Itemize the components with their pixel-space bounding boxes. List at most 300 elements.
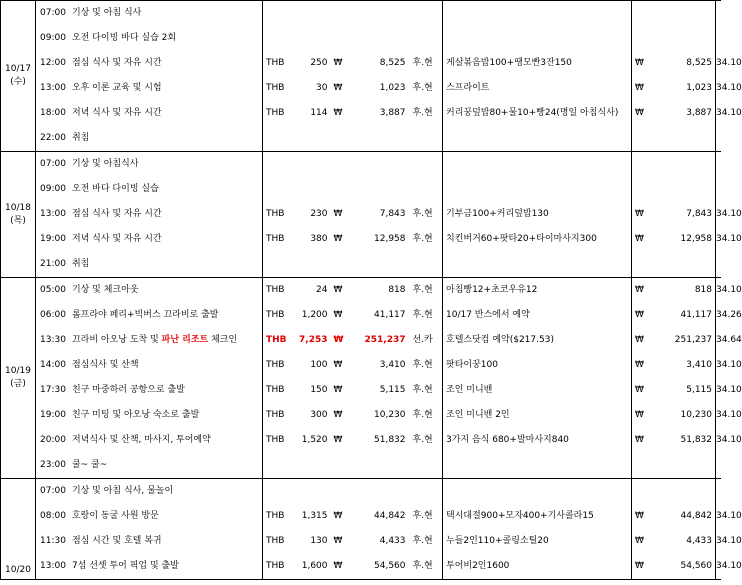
- activity-cell: [36, 529, 263, 554]
- krw-cell: [355, 453, 410, 479]
- note-cell: 팟타이꿍100: [443, 353, 632, 378]
- won-cell: ₩: [333, 83, 343, 93]
- pay-cell: 후.현: [410, 227, 443, 252]
- note-cell: 게살볶음밥100+땡모빤3잔150: [443, 51, 632, 76]
- activity-label: 저녁식사 및 산책, 마사지, 투어예약: [71, 435, 211, 445]
- krw-converted-cell: [662, 1, 716, 27]
- pay-cell: 후.현: [410, 403, 443, 428]
- table-row: [1, 76, 721, 101]
- currency-cell: THB: [266, 310, 285, 320]
- won-converted-cell: ₩: [635, 435, 644, 445]
- krw-converted-cell: 10,230: [662, 403, 716, 428]
- won-converted-cell: [632, 152, 662, 178]
- table-row: [1, 529, 721, 554]
- currency-cell: THB: [266, 58, 285, 68]
- krw-converted-cell: [662, 453, 716, 479]
- time-label: 11:30: [40, 536, 66, 546]
- time-label: 21:00: [40, 259, 66, 269]
- won-converted-cell: [632, 453, 662, 479]
- amount-cell: 1,200: [301, 310, 328, 320]
- activity-cell: [36, 428, 263, 453]
- activity-label: 쿨~ 쿨~: [71, 460, 108, 470]
- amount-cell: [297, 479, 331, 505]
- weekday-label: (수): [10, 77, 26, 87]
- date-cell: [1, 152, 36, 278]
- krw-converted-cell: 12,958: [662, 227, 716, 252]
- amount-cell: 1,520: [301, 435, 328, 445]
- won-converted-cell: ₩: [635, 234, 644, 244]
- krw-cell: 3,410: [379, 360, 406, 370]
- activity-label: 점심 식사 및 자유 시간: [71, 58, 162, 68]
- won-cell: ₩: [333, 209, 343, 219]
- date-cell: [1, 479, 36, 580]
- table-row: [1, 378, 721, 403]
- table-row: [1, 353, 721, 378]
- won-cell: [331, 1, 355, 27]
- amount-cell: [297, 453, 331, 479]
- activity-label: 친구 마중하러 공항으로 출발: [71, 385, 185, 395]
- won-converted-cell: ₩: [635, 310, 644, 320]
- table-row: [1, 504, 721, 529]
- krw-cell: [355, 126, 410, 152]
- note-cell: 조인 미니밴: [443, 378, 632, 403]
- amount-cell: 300: [310, 410, 328, 420]
- krw-converted-cell: 51,832: [662, 428, 716, 453]
- currency-cell: THB: [266, 435, 285, 445]
- pay-cell: 후.현: [410, 51, 443, 76]
- krw-converted-cell: 7,843: [662, 202, 716, 227]
- table-row: [1, 126, 721, 152]
- won-cell: [331, 177, 355, 202]
- note-cell: 스프라이트: [443, 76, 632, 101]
- exchange-rate-cell: 34.10: [716, 209, 742, 219]
- amount-cell: 24: [297, 278, 331, 304]
- time-label: 18:00: [40, 108, 66, 118]
- date-cell: [1, 278, 36, 479]
- pay-cell: [410, 26, 443, 51]
- activity-label: 7섬 선셋 투어 픽업 및 출발: [71, 561, 179, 571]
- table-row: [1, 51, 721, 76]
- date-label: 10/18: [5, 202, 31, 213]
- currency-cell: [263, 479, 297, 505]
- table-row: [1, 428, 721, 453]
- pay-cell: 후.현: [410, 428, 443, 453]
- won-cell: ₩: [333, 511, 343, 521]
- note-cell: 커리꿍덮밥80+물10+빵24(명일 아침식사): [443, 101, 632, 126]
- time-label: 23:00: [40, 460, 66, 470]
- krw-cell: 54,560: [355, 554, 410, 580]
- note-cell: [443, 177, 632, 202]
- won-converted-cell: ₩: [635, 360, 644, 370]
- won-cell: [331, 126, 355, 152]
- exchange-rate-cell: [716, 1, 721, 27]
- won-cell: ₩: [331, 278, 355, 304]
- pay-cell: 후.현: [410, 202, 443, 227]
- resort-name-highlight: 파난 리조트: [161, 335, 209, 345]
- time-label: 17:30: [40, 385, 66, 395]
- won-cell: ₩: [333, 385, 343, 395]
- table-row: [1, 303, 721, 328]
- weekday-label: (금): [10, 379, 26, 389]
- table-row: [1, 202, 721, 227]
- time-label: 05:00: [40, 285, 66, 295]
- won-converted-cell: ₩: [635, 83, 644, 93]
- activity-cell: [36, 177, 263, 202]
- currency-cell: THB: [266, 385, 285, 395]
- activity-cell: [36, 353, 263, 378]
- activity-label: 점심 시간 및 호텔 복귀: [71, 536, 162, 546]
- exchange-rate-cell: [716, 177, 721, 202]
- time-label: 08:00: [40, 511, 66, 521]
- exchange-rate-cell: 34.10: [716, 536, 742, 546]
- time-label: 22:00: [40, 133, 66, 143]
- activity-label: 점심식사 및 산책: [71, 360, 139, 370]
- activity-cell: [36, 403, 263, 428]
- won-converted-cell: ₩: [635, 536, 644, 546]
- activity-cell: [36, 126, 263, 152]
- won-converted-cell: [632, 1, 662, 27]
- time-label: 13:00: [40, 209, 66, 219]
- exchange-rate-cell: 34.64: [716, 335, 742, 345]
- time-label: 19:00: [40, 410, 66, 420]
- won-cell: [331, 479, 355, 505]
- won-converted-cell: ₩: [635, 108, 644, 118]
- table-row: [1, 453, 721, 479]
- pay-cell: [410, 126, 443, 152]
- krw-converted-cell: 1,023: [662, 76, 716, 101]
- pay-cell: [410, 252, 443, 278]
- pay-cell: 후.현: [410, 504, 443, 529]
- pay-cell: [410, 453, 443, 479]
- amount-cell: 100: [310, 360, 328, 370]
- activity-label: 롬프라야 페리+빅버스 끄라비로 출발: [71, 310, 219, 320]
- activity-label: 오전 바다 다이빙 실습: [71, 184, 159, 194]
- note-cell: [443, 26, 632, 51]
- note-cell: 호텔스닷컴 예약($217.53): [443, 328, 632, 353]
- amount-cell: 1,315: [301, 511, 328, 521]
- currency-cell: THB: [266, 360, 285, 370]
- note-cell: 조인 미니밴 2인: [443, 403, 632, 428]
- currency-cell: THB: [266, 234, 285, 244]
- won-cell: ₩: [333, 360, 343, 370]
- won-cell: ₩: [331, 554, 355, 580]
- exchange-rate-cell: [716, 479, 721, 505]
- amount-cell: 250: [310, 58, 328, 68]
- won-cell: [331, 152, 355, 178]
- activity-label: 취침: [71, 133, 90, 143]
- krw-cell: 251,237: [364, 335, 406, 345]
- currency-cell: [263, 177, 297, 202]
- activity-label: 친구 미팅 및 아오낭 숙소로 출발: [71, 410, 200, 420]
- amount-cell: 114: [310, 108, 328, 118]
- time-label: 06:00: [40, 310, 66, 320]
- table-row: [1, 479, 721, 505]
- time-label: 07:00: [40, 486, 66, 496]
- exchange-rate-cell: [716, 453, 721, 479]
- table-row: [1, 403, 721, 428]
- activity-label: 저녁 식사 및 자유 시간: [71, 234, 162, 244]
- activity-label: 점심 식사 및 자유 시간: [71, 209, 162, 219]
- won-converted-cell: ₩: [635, 58, 644, 68]
- table-row: [1, 227, 721, 252]
- amount-cell: [297, 26, 331, 51]
- pay-cell: [410, 479, 443, 505]
- krw-cell: [355, 26, 410, 51]
- activity-cell: [36, 378, 263, 403]
- amount-cell: [297, 1, 331, 27]
- won-cell: ₩: [333, 58, 343, 68]
- exchange-rate-cell: 34.10: [716, 385, 742, 395]
- amount-cell: 130: [310, 536, 328, 546]
- krw-converted-cell: 818: [662, 278, 716, 304]
- won-converted-cell: ₩: [632, 278, 662, 304]
- currency-cell: [263, 252, 297, 278]
- time-label: 13:00: [40, 561, 66, 571]
- amount-cell: [297, 177, 331, 202]
- activity-cell: [36, 479, 263, 505]
- exchange-rate-cell: 34.10: [716, 108, 742, 118]
- currency-cell: THB: [263, 554, 297, 580]
- krw-cell: 51,832: [374, 435, 406, 445]
- krw-cell: 8,525: [379, 58, 406, 68]
- krw-cell: [355, 152, 410, 178]
- time-label: 09:00: [40, 33, 66, 43]
- won-converted-cell: ₩: [635, 511, 644, 521]
- date-cell: [1, 1, 36, 152]
- table-row: [1, 328, 721, 353]
- note-cell: [443, 453, 632, 479]
- amount-cell: 1,600: [297, 554, 331, 580]
- exchange-rate-cell: 34.26: [716, 310, 742, 320]
- activity-label: 기상 및 체크아웃: [71, 285, 139, 295]
- won-converted-cell: ₩: [632, 554, 662, 580]
- won-cell: [331, 453, 355, 479]
- activity-cell: [36, 227, 263, 252]
- amount-cell: [297, 126, 331, 152]
- currency-cell: THB: [266, 410, 285, 420]
- amount-cell: 230: [310, 209, 328, 219]
- won-cell: ₩: [333, 536, 343, 546]
- activity-label: 끄라비 아오낭 도착 및: [71, 335, 162, 345]
- amount-cell: 380: [310, 234, 328, 244]
- won-converted-cell: [632, 252, 662, 278]
- krw-converted-cell: 41,117: [662, 303, 716, 328]
- note-cell: 투어비2인1600: [443, 554, 632, 580]
- krw-cell: 4,433: [379, 536, 406, 546]
- krw-cell: [355, 479, 410, 505]
- won-converted-cell: [632, 126, 662, 152]
- exchange-rate-cell: 34.10: [716, 410, 742, 420]
- time-label: 07:00: [40, 8, 66, 18]
- exchange-rate-cell: [716, 26, 721, 51]
- activity-cell: [36, 152, 263, 178]
- activity-label: 기상 및 아침식사: [71, 159, 139, 169]
- pay-cell: 후.현: [410, 76, 443, 101]
- activity-cell: [36, 101, 263, 126]
- time-label: 13:30: [40, 335, 66, 345]
- note-cell: 택시대절900+모자400+기사콜라15: [443, 504, 632, 529]
- activity-label: 오전 다이빙 바다 실습 2회: [71, 33, 177, 43]
- date-label: 10/17: [5, 64, 31, 74]
- activity-cell: [36, 202, 263, 227]
- krw-cell: 44,842: [374, 511, 406, 521]
- activity-label: 기상 및 아침 식사, 물놀이: [71, 486, 174, 496]
- krw-converted-cell: 44,842: [662, 504, 716, 529]
- won-converted-cell: [632, 177, 662, 202]
- note-cell: 10/17 반스에서 예약: [443, 303, 632, 328]
- krw-cell: [355, 177, 410, 202]
- date-label: 10/20: [5, 565, 31, 575]
- amount-cell: 7,253: [299, 335, 328, 345]
- currency-cell: THB: [266, 209, 285, 219]
- pay-cell: 선.카: [410, 328, 443, 353]
- time-label: 09:00: [40, 184, 66, 194]
- exchange-rate-cell: 34.10: [716, 511, 742, 521]
- time-label: 13:00: [40, 83, 66, 93]
- note-cell: [443, 479, 632, 505]
- activity-cell: [36, 51, 263, 76]
- exchange-rate-cell: [716, 252, 721, 278]
- activity-label: 취침: [71, 259, 90, 269]
- activity-cell: [36, 1, 263, 27]
- krw-cell: 12,958: [374, 234, 406, 244]
- currency-cell: [263, 453, 297, 479]
- pay-cell: 후.현: [410, 529, 443, 554]
- won-cell: ₩: [333, 410, 343, 420]
- krw-converted-cell: 251,237: [662, 328, 716, 353]
- activity-cell: [36, 278, 263, 304]
- won-converted-cell: ₩: [635, 410, 644, 420]
- currency-cell: THB: [266, 83, 285, 93]
- table-row: [1, 177, 721, 202]
- krw-converted-cell: [662, 252, 716, 278]
- exchange-rate-cell: 34.10: [716, 554, 721, 580]
- won-cell: ₩: [333, 310, 343, 320]
- activity-label: 호랑이 동굴 사원 방문: [71, 511, 159, 521]
- krw-converted-cell: 5,115: [662, 378, 716, 403]
- time-label: 19:00: [40, 234, 66, 244]
- krw-converted-cell: [662, 26, 716, 51]
- currency-cell: THB: [263, 278, 297, 304]
- activity-cell: [36, 303, 263, 328]
- krw-cell: 10,230: [374, 410, 406, 420]
- currency-cell: [263, 126, 297, 152]
- won-converted-cell: [632, 479, 662, 505]
- exchange-rate-cell: 34.10: [716, 435, 742, 445]
- krw-cell: [355, 252, 410, 278]
- note-cell: [443, 126, 632, 152]
- won-cell: ₩: [333, 435, 343, 445]
- won-cell: [331, 252, 355, 278]
- currency-cell: [263, 1, 297, 27]
- exchange-rate-cell: 34.10: [716, 58, 742, 68]
- currency-cell: THB: [266, 108, 285, 118]
- won-converted-cell: ₩: [635, 385, 644, 395]
- amount-cell: 150: [310, 385, 328, 395]
- amount-cell: 30: [316, 83, 328, 93]
- weekday-label: (목): [10, 215, 26, 226]
- note-cell: [443, 152, 632, 178]
- exchange-rate-cell: 34.10: [716, 83, 742, 93]
- krw-converted-cell: 54,560: [662, 554, 716, 580]
- amount-cell: [297, 152, 331, 178]
- exchange-rate-cell: 34.10: [716, 278, 721, 304]
- won-cell: ₩: [333, 234, 343, 244]
- krw-converted-cell: [662, 152, 716, 178]
- krw-cell: 7,843: [379, 209, 406, 219]
- table-row: [1, 152, 721, 178]
- pay-cell: 후.현: [410, 554, 443, 580]
- activity-cell: [36, 76, 263, 101]
- exchange-rate-cell: 34.10: [716, 360, 742, 370]
- date-label: 10/19: [5, 366, 31, 376]
- time-label: 12:00: [40, 58, 66, 68]
- activity-cell: [36, 26, 263, 51]
- won-converted-cell: ₩: [635, 335, 644, 345]
- note-cell: 누들2인110+콜링소틸20: [443, 529, 632, 554]
- time-label: 20:00: [40, 435, 66, 445]
- exchange-rate-cell: [716, 126, 721, 152]
- pay-cell: 후.현: [410, 101, 443, 126]
- won-cell: ₩: [333, 335, 344, 345]
- krw-converted-cell: [662, 177, 716, 202]
- activity-cell: [36, 504, 263, 529]
- currency-cell: [263, 26, 297, 51]
- table-row: [1, 278, 721, 304]
- currency-cell: THB: [266, 536, 285, 546]
- krw-converted-cell: 4,433: [662, 529, 716, 554]
- note-cell: 아침빵12+초코우유12: [443, 278, 632, 304]
- pay-cell: [410, 152, 443, 178]
- pay-cell: 후.현: [410, 278, 443, 304]
- note-cell: [443, 252, 632, 278]
- activity-tail: 체크인: [208, 335, 238, 345]
- currency-cell: THB: [266, 511, 285, 521]
- krw-cell: 818: [355, 278, 410, 304]
- table-row: [1, 252, 721, 278]
- won-converted-cell: ₩: [635, 209, 644, 219]
- activity-cell: [36, 554, 263, 580]
- pay-cell: [410, 177, 443, 202]
- time-label: 07:00: [40, 159, 66, 169]
- pay-cell: 후.현: [410, 353, 443, 378]
- exchange-rate-cell: 34.10: [716, 234, 742, 244]
- table-row: [1, 26, 721, 51]
- krw-cell: 5,115: [379, 385, 406, 395]
- pay-cell: 후.현: [410, 303, 443, 328]
- krw-cell: 1,023: [379, 83, 406, 93]
- currency-cell: [263, 152, 297, 178]
- amount-cell: [297, 252, 331, 278]
- table-row: [1, 1, 721, 27]
- note-cell: [443, 1, 632, 27]
- won-cell: ₩: [333, 108, 343, 118]
- note-cell: 치킨버거60+팟타20+타이마사지300: [443, 227, 632, 252]
- krw-cell: 41,117: [374, 310, 406, 320]
- krw-converted-cell: 8,525: [662, 51, 716, 76]
- note-cell: 3가지 음식 680+발마사지840: [443, 428, 632, 453]
- pay-cell: 후.현: [410, 378, 443, 403]
- activity-cell: [36, 328, 263, 353]
- activity-label: 오후 이론 교육 및 시험: [71, 83, 162, 93]
- itinerary-body: [1, 1, 742, 580]
- activity-label: 기상 및 아침 식사: [71, 8, 142, 18]
- activity-cell: [36, 252, 263, 278]
- krw-converted-cell: 3,410: [662, 353, 716, 378]
- time-label: 14:00: [40, 360, 66, 370]
- krw-converted-cell: [662, 126, 716, 152]
- krw-cell: 3,887: [379, 108, 406, 118]
